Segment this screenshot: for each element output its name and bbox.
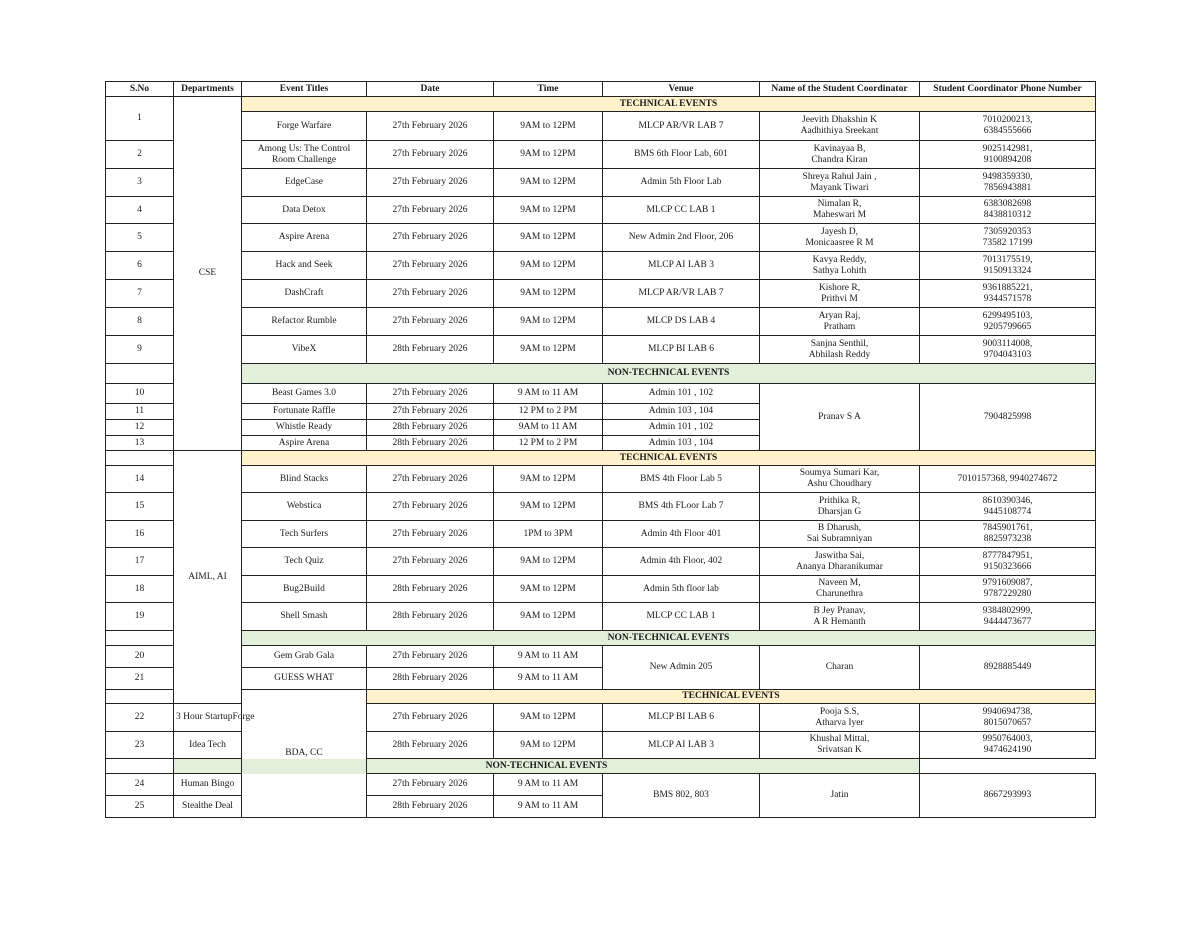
event-title-cell: Fortunate Raffle: [242, 404, 367, 420]
serial-number-cell: 3: [106, 169, 174, 197]
serial-number-cell: 18: [106, 576, 174, 603]
coordinator-cell: [760, 493, 920, 521]
phone-number: 7010200213,: [982, 115, 1033, 125]
time-cell: 9AM to 12PM: [494, 308, 603, 336]
serial-number-cell: 16: [106, 521, 174, 548]
coordinator-name: Khushal Mittal,: [809, 734, 870, 744]
date-cell: 27th February 2026: [367, 466, 494, 493]
coordinator-cell: [760, 576, 920, 603]
coordinator-name: Pratham: [823, 321, 856, 332]
phone-number: 9361885221,: [982, 282, 1033, 293]
phone-number: 9787229280: [983, 589, 1032, 599]
venue-cell: MLCP AI LAB 3: [603, 252, 760, 280]
venue-cell: Admin 4th Floor 401: [603, 521, 760, 548]
event-title-cell: Hack and Seek: [242, 252, 367, 280]
table-row: [106, 97, 1096, 112]
date-cell: 28th February 2026: [367, 576, 494, 603]
event-title-cell: Refactor Rumble: [242, 308, 367, 336]
venue-cell: BMS 4th Floor Lab 5: [603, 466, 760, 493]
coordinator-name: Naveen M,: [818, 578, 861, 588]
venue-cell: MLCP BI LAB 6: [603, 704, 760, 732]
phone-cell: [920, 336, 1096, 364]
coordinator-name: Prithika R,: [818, 495, 861, 506]
date-cell: 27th February 2026: [367, 704, 494, 732]
venue-cell: MLCP DS LAB 4: [603, 308, 760, 336]
serial-number-cell: 17: [106, 548, 174, 576]
phone-cell: [920, 224, 1096, 252]
venue-cell: BMS 4th FLoor Lab 7: [603, 493, 760, 521]
event-title-cell: Idea Tech: [174, 732, 242, 759]
date-cell: 27th February 2026: [367, 384, 494, 404]
venue-cell: Admin 101 , 102: [603, 420, 760, 436]
phone-number: 9150913324: [983, 265, 1032, 276]
table-row: [106, 548, 1096, 576]
column-header: Departments: [174, 82, 242, 97]
serial-number-cell: 19: [106, 603, 174, 631]
table-row: [106, 308, 1096, 336]
serial-number-cell: 25: [106, 796, 174, 818]
date-cell: 28th February 2026: [367, 336, 494, 364]
coordinator-name: Aryan Raj,: [818, 310, 861, 321]
phone-cell: [920, 280, 1096, 308]
time-cell: 9 AM to 11 AM: [494, 668, 603, 690]
phone-number: 9344571578: [983, 293, 1032, 304]
phone-cell: 7904825998: [920, 384, 1096, 451]
time-cell: 9 AM to 11 AM: [494, 796, 603, 818]
empty-cell: [106, 631, 174, 646]
coordinator-name: B Dharush,: [817, 523, 862, 533]
phone-number: 6383082698: [983, 199, 1032, 209]
coordinator-name: Kishore R,: [818, 282, 861, 293]
time-cell: 9AM to 12PM: [494, 169, 603, 197]
department-cell: BDA, CC: [242, 690, 367, 818]
coordinator-cell: Jatin: [760, 774, 920, 818]
column-header: Venue: [603, 82, 760, 97]
coordinator-cell: [760, 732, 920, 759]
empty-cell: [106, 451, 174, 466]
table-row: [106, 141, 1096, 169]
date-cell: 28th February 2026: [367, 732, 494, 759]
table-row: [106, 252, 1096, 280]
coordinator-name: Chandra Kiran: [811, 154, 868, 165]
time-cell: 9 AM to 11 AM: [494, 384, 603, 404]
venue-cell: BMS 6th Floor Lab, 601: [603, 141, 760, 169]
serial-number-cell: 8: [106, 308, 174, 336]
coordinator-name: Atharva Iyer: [815, 717, 864, 728]
phone-number: 9791609087,: [982, 578, 1033, 588]
phone-cell: [920, 548, 1096, 576]
phone-number: 8777847951,: [982, 550, 1033, 561]
serial-number-cell: 10: [106, 384, 174, 404]
time-cell: 9 AM to 11 AM: [494, 774, 603, 796]
phone-number: 9704043103: [983, 349, 1032, 360]
coordinator-name: Sai Subramniyan: [806, 534, 873, 544]
time-cell: 9AM to 12PM: [494, 252, 603, 280]
event-title-cell: Blind Stacks: [242, 466, 367, 493]
event-title-cell: Whistle Ready: [242, 420, 367, 436]
empty-cell: [106, 690, 174, 704]
coordinator-name: Mayank Tiwari: [810, 182, 869, 193]
venue-cell: MLCP AI LAB 3: [603, 732, 760, 759]
phone-cell: [920, 576, 1096, 603]
table-row: [106, 364, 1096, 384]
time-cell: 9AM to 11 AM: [494, 420, 603, 436]
event-title-cell: VibeX: [242, 336, 367, 364]
coordinator-cell: [760, 252, 920, 280]
table-row: [106, 466, 1096, 493]
phone-cell: 7010157368, 9940274672: [920, 466, 1096, 493]
venue-cell: Admin 4th Floor, 402: [603, 548, 760, 576]
coordinator-name: Prithvi M: [821, 293, 858, 304]
phone-cell: [920, 252, 1096, 280]
section-heading-non-technical: NON-TECHNICAL EVENTS: [242, 364, 1096, 384]
time-cell: 12 PM to 2 PM: [494, 436, 603, 451]
coordinator-name: Srivatsan K: [817, 745, 862, 755]
serial-number-cell: 7: [106, 280, 174, 308]
coordinator-name: Monicaasree R M: [805, 237, 874, 248]
table-row: [106, 493, 1096, 521]
phone-number: 6299495103,: [982, 310, 1033, 321]
coordinator-name: Charunethra: [816, 589, 863, 599]
venue-cell: Admin 5th floor lab: [603, 576, 760, 603]
column-header: Student Coordinator Phone Number: [920, 82, 1096, 97]
coordinator-name: Maheswari M: [812, 210, 867, 220]
phone-number: 7845901761,: [982, 523, 1033, 533]
table-row: [106, 280, 1096, 308]
coordinator-cell: [760, 280, 920, 308]
phone-cell: [920, 197, 1096, 224]
serial-number-cell: 14: [106, 466, 174, 493]
table-row: [106, 603, 1096, 631]
phone-number: 8015070657: [983, 717, 1032, 728]
phone-number: 7013175519,: [982, 254, 1033, 265]
time-cell: 9AM to 12PM: [494, 112, 603, 141]
date-cell: 27th February 2026: [367, 404, 494, 420]
section-heading-technical: TECHNICAL EVENTS: [242, 97, 1096, 112]
time-cell: 9AM to 12PM: [494, 576, 603, 603]
serial-number-cell: 24: [106, 774, 174, 796]
coordinator-name: Kavya Reddy,: [812, 254, 867, 265]
column-header: S.No: [106, 82, 174, 97]
date-cell: 27th February 2026: [367, 112, 494, 141]
phone-number: 9025142981,: [982, 143, 1033, 154]
coordinator-name: Kavinayaa B,: [813, 143, 866, 154]
phone-cell: [920, 732, 1096, 759]
date-cell: 27th February 2026: [367, 197, 494, 224]
table-row: [106, 224, 1096, 252]
event-title-cell: Stealthe Deal: [174, 796, 242, 818]
phone-number: 9474624190: [983, 745, 1032, 755]
coordinator-name: A R Hemanth: [813, 616, 866, 627]
phone-number: 6384555666: [983, 126, 1032, 136]
phone-number: 8610390346,: [982, 495, 1033, 506]
time-cell: 9AM to 12PM: [494, 603, 603, 631]
phone-number: 7856943881: [983, 182, 1032, 193]
event-title-cell: DashCraft: [242, 280, 367, 308]
coordinator-cell: Charan: [760, 646, 920, 690]
phone-number: 9498359330,: [982, 171, 1033, 182]
phone-cell: 8928885449: [920, 646, 1096, 690]
coordinator-name: Sanjna Senthil,: [810, 338, 869, 349]
time-cell: 12 PM to 2 PM: [494, 404, 603, 420]
coordinator-name: Ananya Dharanikumar: [796, 561, 883, 572]
phone-number: 9100894208: [983, 154, 1032, 165]
column-header: Date: [367, 82, 494, 97]
table-row: [106, 336, 1096, 364]
event-title-cell: [242, 141, 367, 169]
event-title-cell: GUESS WHAT: [242, 668, 367, 690]
event-title-cell: 3 Hour StartupForge: [174, 704, 242, 732]
table-row: [106, 451, 1096, 466]
phone-cell: [920, 493, 1096, 521]
date-cell: 27th February 2026: [367, 548, 494, 576]
event-title-cell: Aspire Arena: [242, 436, 367, 451]
department-cell: AIML, AI: [174, 451, 242, 704]
section-heading-non-technical: NON-TECHNICAL EVENTS: [242, 631, 1096, 646]
coordinator-cell: [760, 112, 920, 141]
event-title-cell: Human Bingo: [174, 774, 242, 796]
coordinator-name: Jayesh D,: [821, 226, 858, 237]
coordinator-name: Nimalan R,: [817, 199, 862, 209]
serial-number-cell: 13: [106, 436, 174, 451]
table-row: [106, 112, 1096, 141]
venue-cell: Admin 103 , 104: [603, 436, 760, 451]
time-cell: 9AM to 12PM: [494, 732, 603, 759]
coordinator-cell: [760, 521, 920, 548]
date-cell: 28th February 2026: [367, 603, 494, 631]
phone-number: 9444473677: [983, 616, 1032, 627]
coordinator-cell: [760, 141, 920, 169]
phone-cell: [920, 603, 1096, 631]
event-title-cell: Bug2Build: [242, 576, 367, 603]
phone-cell: [920, 169, 1096, 197]
phone-number: 9445108774: [983, 506, 1032, 517]
section-heading-technical: TECHNICAL EVENTS: [367, 690, 1096, 704]
serial-number-cell: 22: [106, 704, 174, 732]
date-cell: 27th February 2026: [367, 252, 494, 280]
coordinator-cell: [760, 548, 920, 576]
date-cell: 28th February 2026: [367, 436, 494, 451]
table-row: [106, 759, 1096, 774]
coordinator-cell: [760, 308, 920, 336]
venue-cell: MLCP CC LAB 1: [603, 603, 760, 631]
coordinator-cell: [760, 169, 920, 197]
coordinator-cell: [760, 197, 920, 224]
table-row: [106, 646, 1096, 668]
serial-number-cell: 4: [106, 197, 174, 224]
phone-cell: [920, 308, 1096, 336]
time-cell: 9AM to 12PM: [494, 548, 603, 576]
phone-number: 8825973238: [983, 534, 1032, 544]
coordinator-name: Pooja S.S,: [819, 706, 860, 717]
coordinator-name: Aadhithiya Sreekant: [800, 126, 879, 136]
venue-cell: MLCP AR/VR LAB 7: [603, 112, 760, 141]
coordinator-cell: [760, 603, 920, 631]
date-cell: 27th February 2026: [367, 280, 494, 308]
event-title-cell: Forge Warfare: [242, 112, 367, 141]
event-title-cell: Tech Surfers: [242, 521, 367, 548]
serial-number-cell: 6: [106, 252, 174, 280]
phone-cell: [920, 141, 1096, 169]
time-cell: 9 AM to 11 AM: [494, 646, 603, 668]
event-title-cell: Shell Smash: [242, 603, 367, 631]
coordinator-name: Jaswitha Sai,: [814, 550, 865, 561]
serial-number-cell: 11: [106, 404, 174, 420]
phone-number: 9205799665: [983, 321, 1032, 332]
date-cell: 27th February 2026: [367, 169, 494, 197]
coordinator-cell: [760, 224, 920, 252]
venue-cell: Admin 5th Floor Lab: [603, 169, 760, 197]
event-title-line: Among Us: The Control: [257, 143, 351, 154]
table-row: [106, 384, 1096, 404]
table-row: [106, 690, 1096, 704]
serial-number-cell: 5: [106, 224, 174, 252]
event-title-cell: Beast Games 3.0: [242, 384, 367, 404]
date-cell: 27th February 2026: [367, 774, 494, 796]
serial-number-cell: 21: [106, 668, 174, 690]
venue-cell: New Admin 205: [603, 646, 760, 690]
venue-cell: BMS 802, 803: [603, 774, 760, 818]
column-header: Event Titles: [242, 82, 367, 97]
phone-number: 73582 17199: [982, 237, 1033, 248]
phone-number: 9950764003,: [982, 734, 1033, 744]
time-cell: 9AM to 12PM: [494, 466, 603, 493]
date-cell: 27th February 2026: [367, 308, 494, 336]
phone-number: 8438810312: [983, 210, 1032, 220]
phone-cell: [920, 704, 1096, 732]
phone-number: 9940694738,: [982, 706, 1033, 717]
venue-cell: MLCP BI LAB 6: [603, 336, 760, 364]
phone-cell: 8667293993: [920, 774, 1096, 818]
date-cell: 27th February 2026: [367, 493, 494, 521]
table-row: [106, 169, 1096, 197]
time-cell: 9AM to 12PM: [494, 197, 603, 224]
phone-number: 9384802999,: [982, 605, 1033, 616]
phone-number: 7305920353: [983, 226, 1032, 237]
coordinator-name: Jeevith Dhakshin K: [802, 115, 877, 125]
coordinator-name: Ashu Choudhary: [807, 479, 872, 489]
date-cell: 27th February 2026: [367, 224, 494, 252]
coordinator-name: B Jey Pranav,: [813, 605, 866, 616]
table-row: [106, 631, 1096, 646]
venue-cell: Admin 101 , 102: [603, 384, 760, 404]
table-row: [106, 197, 1096, 224]
time-cell: 9AM to 12PM: [494, 141, 603, 169]
serial-number-cell: 1: [106, 97, 174, 141]
coordinator-name: Abhilash Reddy: [808, 349, 871, 360]
serial-number-cell: 12: [106, 420, 174, 436]
serial-number-cell: 20: [106, 646, 174, 668]
column-header: Time: [494, 82, 603, 97]
table-row: [106, 576, 1096, 603]
date-cell: 28th February 2026: [367, 420, 494, 436]
table-row: [106, 521, 1096, 548]
event-title-cell: Gem Grab Gala: [242, 646, 367, 668]
serial-number-cell: 9: [106, 336, 174, 364]
section-heading-non-technical: NON-TECHNICAL EVENTS: [174, 759, 920, 774]
time-cell: 9AM to 12PM: [494, 704, 603, 732]
time-cell: 9AM to 12PM: [494, 493, 603, 521]
coordinator-cell: [760, 704, 920, 732]
phone-number: 9150323666: [983, 561, 1032, 572]
phone-cell: [920, 521, 1096, 548]
event-schedule-table: [105, 81, 1096, 818]
serial-number-cell: 2: [106, 141, 174, 169]
date-cell: 27th February 2026: [367, 521, 494, 548]
time-cell: 1PM to 3PM: [494, 521, 603, 548]
serial-number-cell: 23: [106, 732, 174, 759]
coordinator-name: Sathya Lohith: [812, 265, 867, 276]
event-title-cell: EdgeCase: [242, 169, 367, 197]
coordinator-name: Soumya Sumari Kar,: [799, 468, 880, 478]
date-cell: 27th February 2026: [367, 646, 494, 668]
table-row: [106, 82, 1096, 97]
time-cell: 9AM to 12PM: [494, 224, 603, 252]
department-cell: CSE: [174, 97, 242, 451]
venue-cell: New Admin 2nd Floor, 206: [603, 224, 760, 252]
column-header: Name of the Student Coordinator: [760, 82, 920, 97]
date-cell: 27th February 2026: [367, 141, 494, 169]
coordinator-name: Shreya Rahul Jain ,: [802, 171, 877, 182]
empty-cell: [106, 759, 174, 774]
event-title-cell: Data Detox: [242, 197, 367, 224]
venue-cell: MLCP CC LAB 1: [603, 197, 760, 224]
coordinator-cell: [760, 466, 920, 493]
date-cell: 28th February 2026: [367, 668, 494, 690]
serial-number-cell: 15: [106, 493, 174, 521]
section-heading-technical: TECHNICAL EVENTS: [242, 451, 1096, 466]
time-cell: 9AM to 12PM: [494, 336, 603, 364]
time-cell: 9AM to 12PM: [494, 280, 603, 308]
venue-cell: Admin 103 , 104: [603, 404, 760, 420]
empty-cell: [106, 364, 174, 384]
phone-cell: [920, 112, 1096, 141]
event-title-line: Room Challenge: [271, 154, 337, 165]
coordinator-name: Dharsjan G: [817, 506, 862, 517]
date-cell: 28th February 2026: [367, 796, 494, 818]
event-title-cell: Aspire Arena: [242, 224, 367, 252]
event-title-cell: Tech Quiz: [242, 548, 367, 576]
coordinator-cell: [760, 336, 920, 364]
phone-number: 9003114008,: [982, 338, 1033, 349]
coordinator-cell: Pranav S A: [760, 384, 920, 451]
venue-cell: MLCP AR/VR LAB 7: [603, 280, 760, 308]
event-title-cell: Webstica: [242, 493, 367, 521]
